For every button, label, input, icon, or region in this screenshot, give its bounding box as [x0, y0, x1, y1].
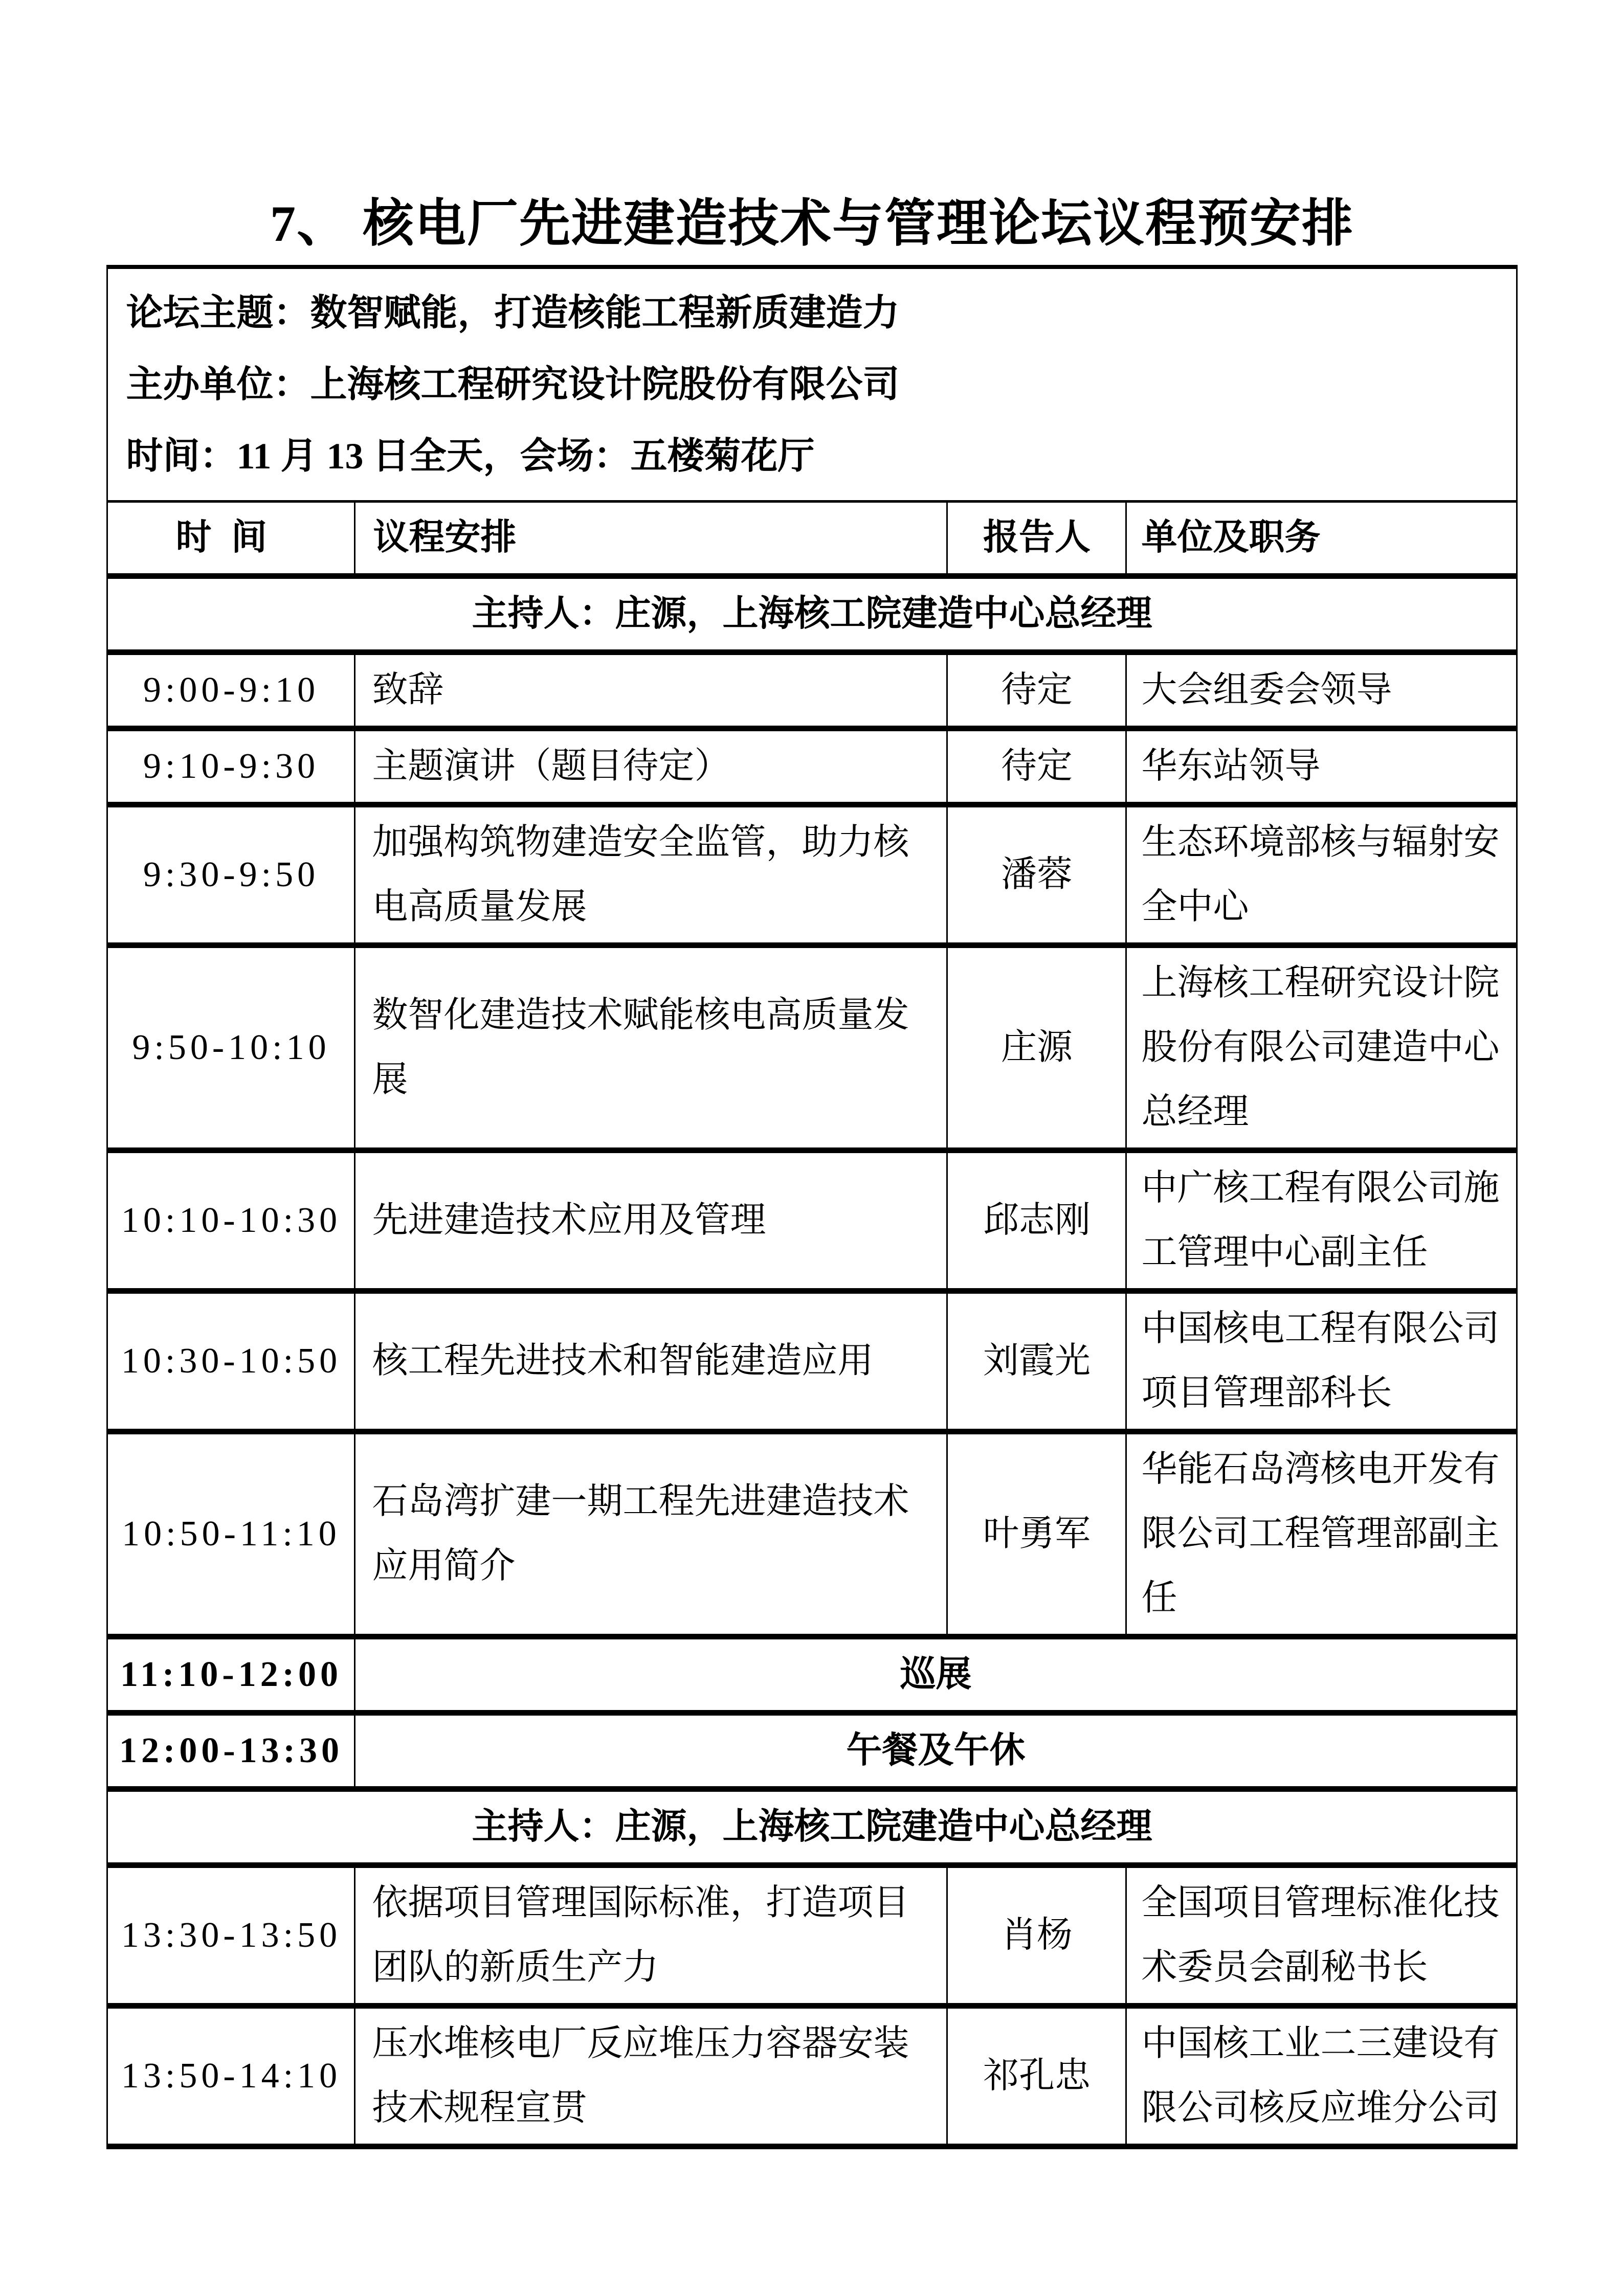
- break-time: 11:10-12:00: [107, 1637, 355, 1713]
- session-speaker: 待定: [947, 729, 1126, 805]
- session-org: 生态环境部核与辐射安全中心: [1126, 805, 1517, 946]
- session-row: [107, 1432, 1517, 1637]
- page-title: 7、 核电厂先进建造技术与管理论坛议程预安排: [270, 195, 1354, 252]
- table-header-row: [107, 502, 1517, 576]
- forum-info-cell: [107, 267, 1517, 502]
- session-agenda: 依据项目管理国际标准，打造项目团队的新质生产力: [355, 1865, 947, 2006]
- session-time: 13:30-13:50: [107, 1865, 355, 2006]
- session-agenda: 主题演讲（题目待定）: [355, 729, 947, 805]
- session-time: 10:50-11:10: [107, 1432, 355, 1637]
- session-row: [107, 729, 1517, 805]
- session-speaker: 邱志刚: [947, 1151, 1126, 1291]
- host-text: 主持人：庄源，上海核工院建造中心总经理: [107, 1789, 1517, 1865]
- session-time: 9:00-9:10: [107, 652, 355, 729]
- session-time: 9:50-10:10: [107, 946, 355, 1151]
- session-time: 9:10-9:30: [107, 729, 355, 805]
- column-header-speaker: 报告人: [947, 502, 1126, 576]
- session-time: 10:10-10:30: [107, 1151, 355, 1291]
- column-header-time: 时间: [107, 502, 355, 576]
- break-row: [107, 1713, 1517, 1789]
- column-header-agenda: 议程安排: [355, 502, 947, 576]
- session-org: 华能石岛湾核电开发有限公司工程管理部副主任: [1126, 1432, 1517, 1637]
- session-agenda: 石岛湾扩建一期工程先进建造技术应用简介: [355, 1432, 947, 1637]
- agenda-table: [106, 265, 1517, 2149]
- session-row: [107, 1291, 1517, 1432]
- forum-info-row: [107, 267, 1517, 502]
- session-speaker: 潘蓉: [947, 805, 1126, 946]
- session-row: [107, 2006, 1517, 2147]
- session-time: 13:50-14:10: [107, 2006, 355, 2147]
- session-org: 中国核工业二三建设有限公司核反应堆分公司: [1126, 2006, 1517, 2147]
- break-label: 午餐及午休: [355, 1713, 1517, 1789]
- session-speaker: 刘霞光: [947, 1291, 1126, 1432]
- break-time: 12:00-13:30: [107, 1713, 355, 1789]
- break-label: 巡展: [355, 1637, 1517, 1713]
- session-speaker: 祁孔忠: [947, 2006, 1126, 2147]
- session-row: [107, 946, 1517, 1151]
- session-speaker: 庄源: [947, 946, 1126, 1151]
- session-agenda: 数智化建造技术赋能核电高质量发展: [355, 946, 947, 1151]
- host-row: [107, 1789, 1517, 1865]
- host-text: 主持人：庄源，上海核工院建造中心总经理: [107, 576, 1517, 652]
- session-speaker: 叶勇军: [947, 1432, 1126, 1637]
- forum-organizer-line: 主办单位：上海核工程研究设计院股份有限公司: [126, 364, 900, 405]
- break-row: [107, 1637, 1517, 1713]
- session-org: 全国项目管理标准化技术委员会副秘书长: [1126, 1865, 1517, 2006]
- session-time: 10:30-10:50: [107, 1291, 355, 1432]
- session-agenda: 致辞: [355, 652, 947, 729]
- forum-theme-line: 论坛主题：数智赋能，打造核能工程新质建造力: [126, 292, 900, 333]
- session-row: [107, 652, 1517, 729]
- session-speaker: 待定: [947, 652, 1126, 729]
- session-org: 中广核工程有限公司施工管理中心副主任: [1126, 1151, 1517, 1291]
- session-time: 9:30-9:50: [107, 805, 355, 946]
- session-org: 上海核工程研究设计院股份有限公司建造中心总经理: [1126, 946, 1517, 1151]
- column-header-org: 单位及职务: [1126, 502, 1517, 576]
- session-agenda: 先进建造技术应用及管理: [355, 1151, 947, 1291]
- session-row: [107, 805, 1517, 946]
- session-row: [107, 1151, 1517, 1291]
- host-row: [107, 576, 1517, 652]
- forum-time-venue-line: 时间：11 月 13 日全天，会场：五楼菊花厅: [126, 436, 815, 477]
- session-agenda: 加强构筑物建造安全监管，助力核电高质量发展: [355, 805, 947, 946]
- session-org: 大会组委会领导: [1126, 652, 1517, 729]
- session-org: 中国核电工程有限公司项目管理部科长: [1126, 1291, 1517, 1432]
- session-speaker: 肖杨: [947, 1865, 1126, 2006]
- session-row: [107, 1865, 1517, 2006]
- session-agenda: 压水堆核电厂反应堆压力容器安装技术规程宣贯: [355, 2006, 947, 2147]
- session-agenda: 核工程先进技术和智能建造应用: [355, 1291, 947, 1432]
- session-org: 华东站领导: [1126, 729, 1517, 805]
